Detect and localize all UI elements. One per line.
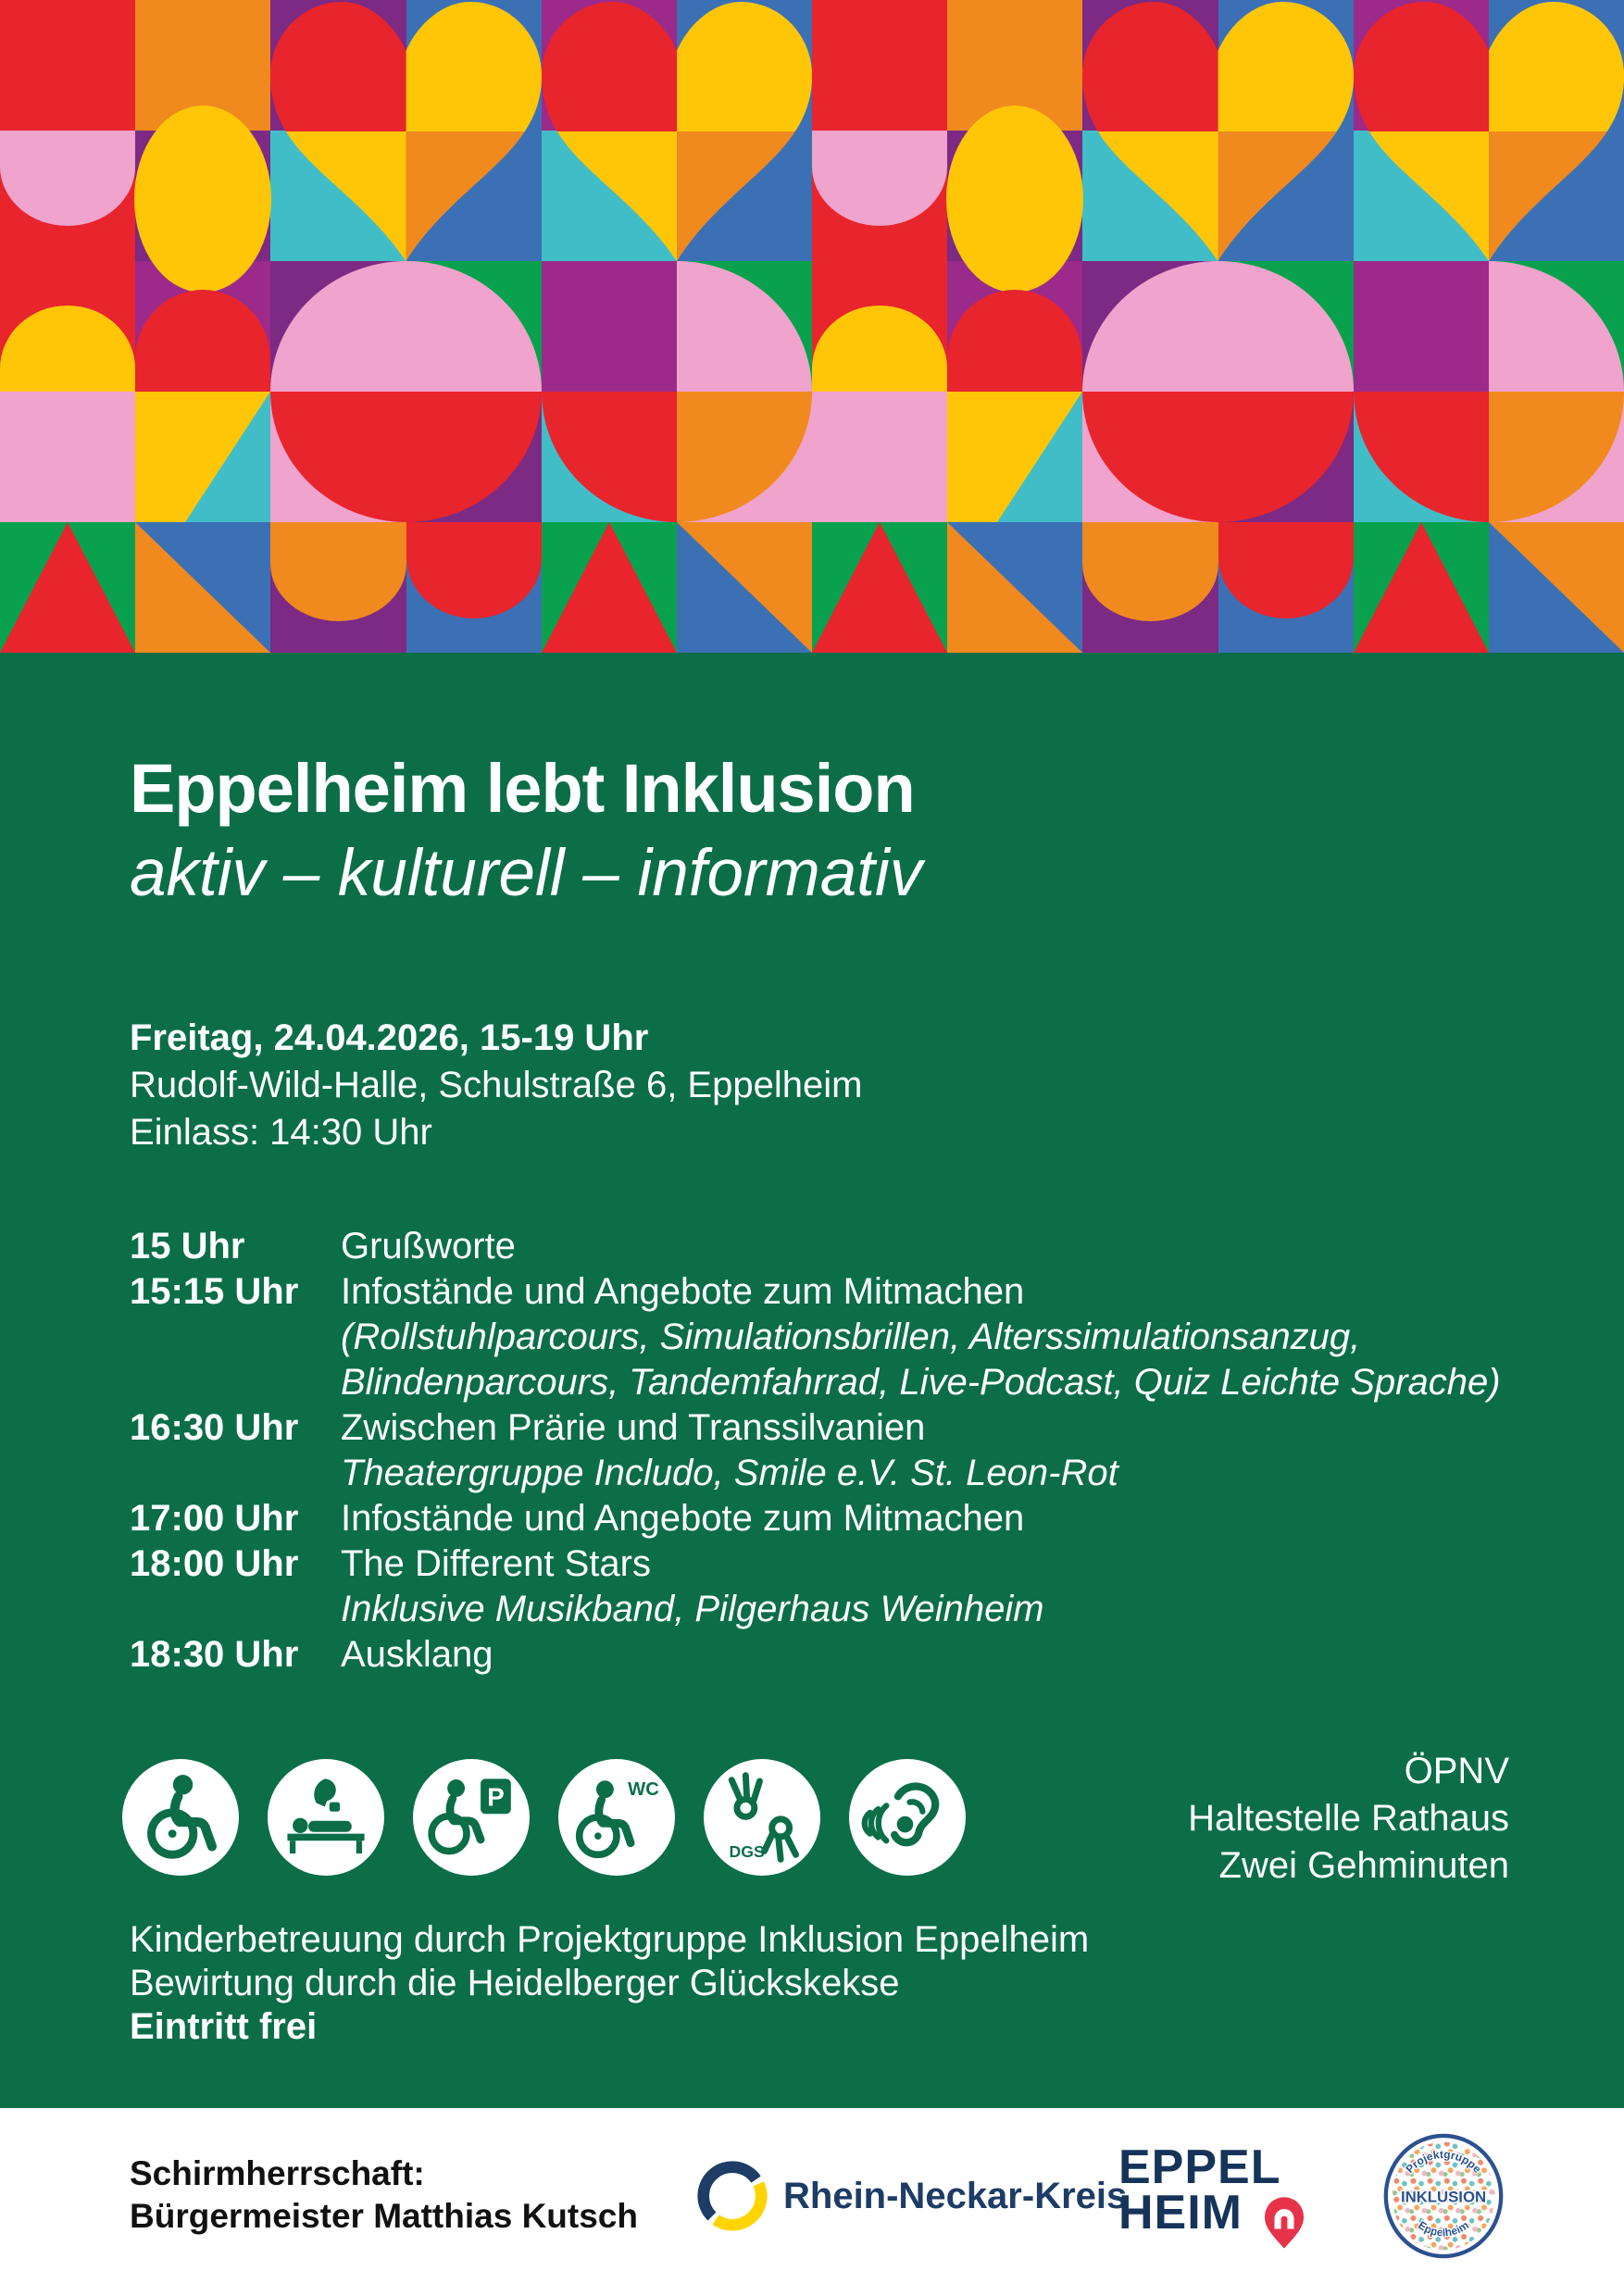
schedule-row xyxy=(130,1587,1501,1632)
rnk-wordmark: Rhein-Neckar-Kreis xyxy=(783,2175,1128,2216)
schedule-text: Ausklang xyxy=(341,1634,493,1675)
schedule xyxy=(130,1224,1501,1678)
badge-top-text: Projektgruppe xyxy=(1403,2147,1484,2176)
schedule-row xyxy=(130,1632,1501,1678)
parking-label: P xyxy=(487,1782,505,1812)
eppelheim-wordmark-line2: HEIM xyxy=(1118,2186,1243,2240)
eppelheim-pin-icon xyxy=(1257,2195,1311,2252)
schedule-text: Zwischen Prärie und Transsilvanien xyxy=(341,1407,926,1448)
info-childcare: Kinderbetreuung durch Projektgruppe Inklusion Eppelheim xyxy=(130,1919,1090,1960)
transit-line1: ÖPNV xyxy=(1404,1751,1509,1791)
rnk-ring-icon xyxy=(696,2160,768,2232)
hearing-assistance-icon xyxy=(849,1759,966,1876)
wheelchair-icon xyxy=(122,1759,239,1876)
badge-center-text: INKLUSION xyxy=(1400,2188,1487,2206)
care-bed-icon xyxy=(268,1759,384,1876)
info-admission-free: Eintritt frei xyxy=(130,2006,318,2047)
schedule-time: 15:15 Uhr xyxy=(130,1271,299,1312)
schedule-time: 18:00 Uhr xyxy=(130,1543,299,1584)
patron-name: Bürgermeister Matthias Kutsch xyxy=(130,2197,638,2235)
projektgruppe-inklusion-badge xyxy=(1381,2132,1505,2260)
sign-language-icon xyxy=(704,1759,820,1876)
schedule-row xyxy=(130,1496,1501,1541)
schedule-text: Grußworte xyxy=(341,1226,516,1267)
schedule-time xyxy=(130,1315,341,1360)
schedule-row xyxy=(130,1360,1501,1405)
schedule-row xyxy=(130,1315,1501,1360)
patron-block xyxy=(130,2152,638,2238)
info-catering: Bewirtung durch die Heidelberger Glückskekse xyxy=(130,1963,900,2003)
schedule-row xyxy=(130,1269,1501,1315)
info-block xyxy=(130,1918,1089,2049)
event-details xyxy=(130,1015,862,1156)
event-venue: Rudolf-Wild-Halle, Schulstraße 6, Eppelheim xyxy=(130,1065,863,1105)
schedule-time: 17:00 Uhr xyxy=(130,1498,299,1539)
schedule-time: 15 Uhr xyxy=(130,1226,245,1267)
schedule-time xyxy=(130,1360,341,1405)
schedule-row xyxy=(130,1541,1501,1587)
geometric-mosaic-pattern xyxy=(0,0,1624,653)
schedule-time: 16:30 Uhr xyxy=(130,1407,299,1448)
schedule-text: Infostände und Angebote zum Mitmachen xyxy=(341,1271,1025,1312)
dgs-label: DGS xyxy=(729,1841,765,1861)
accessible-parking-icon xyxy=(413,1759,530,1876)
schedule-time xyxy=(130,1587,341,1632)
patron-label: Schirmherrschaft: xyxy=(130,2154,425,2192)
schedule-text: The Different Stars xyxy=(341,1543,651,1584)
schedule-text: Inklusive Musikband, Pilgerhaus Weinheim xyxy=(341,1589,1044,1629)
accessibility-icons-row xyxy=(122,1759,966,1876)
schedule-text: Infostände und Angebote zum Mitmachen xyxy=(341,1498,1025,1539)
poster-subtitle: aktiv – kulturell – informativ xyxy=(130,837,923,910)
schedule-text: Blindenparcours, Tandemfahrrad, Live-Podcast, Quiz Leichte Sprache) xyxy=(341,1362,1501,1403)
title-block xyxy=(130,746,922,917)
poster-title: Eppelheim lebt Inklusion xyxy=(130,750,915,827)
eppelheim-wordmark-line1: EPPEL xyxy=(1118,2140,1281,2194)
event-datetime: Freitag, 24.04.2026, 15-19 Uhr xyxy=(130,1017,649,1058)
schedule-time xyxy=(130,1451,341,1496)
schedule-row xyxy=(130,1451,1501,1496)
schedule-text: Theatergruppe Includo, Smile e.V. St. Leon-Rot xyxy=(341,1453,1118,1493)
schedule-row xyxy=(130,1405,1501,1451)
schedule-text: (Rollstuhlparcours, Simulationsbrillen, Alterssimulationsanzug, xyxy=(341,1316,1361,1357)
schedule-row xyxy=(130,1224,1501,1269)
event-admission: Einlass: 14:30 Uhr xyxy=(130,1112,432,1153)
accessible-wc-icon xyxy=(558,1759,675,1876)
rhein-neckar-kreis-logo xyxy=(696,2160,1127,2232)
badge-bottom-text: Eppelheim xyxy=(1416,2218,1471,2240)
footer xyxy=(0,2108,1624,2296)
transit-block xyxy=(1188,1748,1509,1890)
transit-line2: Haltestelle Rathaus xyxy=(1188,1798,1509,1839)
wc-label: WC xyxy=(628,1779,659,1801)
schedule-time: 18:30 Uhr xyxy=(130,1634,299,1675)
transit-line3: Zwei Gehminuten xyxy=(1218,1845,1509,1886)
